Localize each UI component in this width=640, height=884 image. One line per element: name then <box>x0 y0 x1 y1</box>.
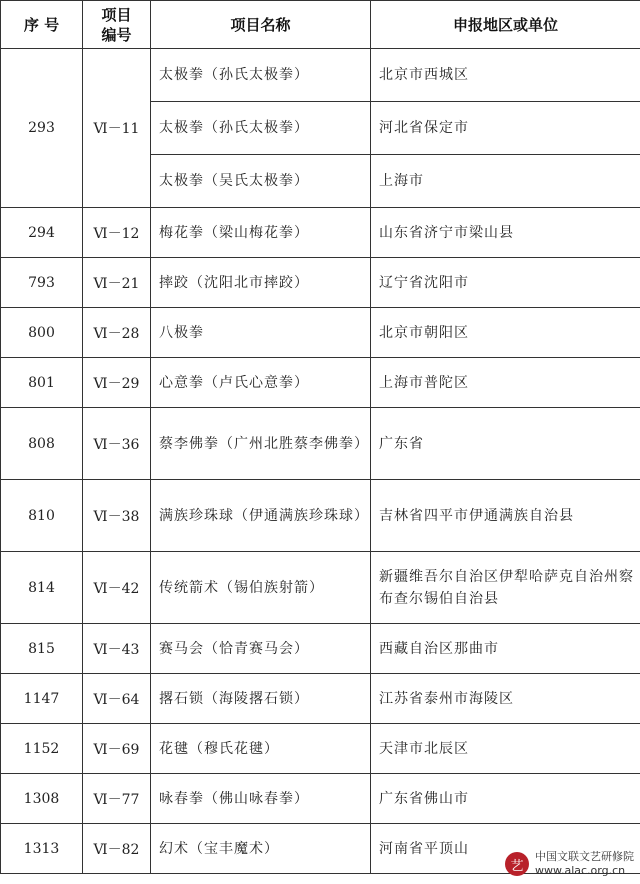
table-row <box>1 408 640 480</box>
header-item-code-line2: 编号 <box>101 25 132 44</box>
region-cell: 河南省平顶山 <box>371 824 640 874</box>
seal-logo-icon: 艺 <box>505 852 529 876</box>
watermark-url: www.alac.org.cn <box>535 864 626 877</box>
region-cell: 天津市北辰区 <box>371 724 640 774</box>
serial-number-cell: 1308 <box>1 774 83 824</box>
serial-number-cell: 293 <box>1 49 83 208</box>
item-code-cell: Ⅵ－28 <box>83 308 151 358</box>
table-row <box>1 674 640 724</box>
region-cell: 上海市 <box>371 155 640 208</box>
header-row <box>1 1 640 49</box>
region-cell: 河北省保定市 <box>371 102 640 155</box>
header-serial-number: 序 号 <box>1 1 83 49</box>
serial-number-cell: 1152 <box>1 724 83 774</box>
serial-number-cell: 800 <box>1 308 83 358</box>
region-cell: 北京市西城区 <box>371 49 640 102</box>
header-item-code <box>83 1 151 49</box>
region-cell: 山东省济宁市梁山县 <box>371 208 640 258</box>
table-row <box>1 358 640 408</box>
serial-number-cell: 1147 <box>1 674 83 724</box>
header-region: 申报地区或单位 <box>371 1 640 49</box>
serial-number-cell: 801 <box>1 358 83 408</box>
item-name-cell: 心意拳（卢氏心意拳） <box>151 358 371 408</box>
header-item-code-line1: 项目 <box>101 5 132 24</box>
serial-number-cell: 294 <box>1 208 83 258</box>
table-row <box>1 258 640 308</box>
region-cell: 新疆维吾尔自治区伊犁哈萨克自治州察布查尔锡伯自治县 <box>371 552 640 624</box>
table-row <box>1 624 640 674</box>
watermark-text <box>535 850 634 878</box>
table-row <box>1 774 640 824</box>
table-row <box>1 724 640 774</box>
region-cell: 江苏省泰州市海陵区 <box>371 674 640 724</box>
region-cell: 广东省 <box>371 408 640 480</box>
item-code-cell: Ⅵ－64 <box>83 674 151 724</box>
item-code-cell: Ⅵ－82 <box>83 824 151 874</box>
item-name-cell: 梅花拳（梁山梅花拳） <box>151 208 371 258</box>
region-cell: 上海市普陀区 <box>371 358 640 408</box>
table-row <box>1 208 640 258</box>
serial-number-cell: 1313 <box>1 824 83 874</box>
item-name-cell: 满族珍珠球（伊通满族珍珠球） <box>151 480 371 552</box>
table-row <box>1 552 640 624</box>
item-name-cell: 八极拳 <box>151 308 371 358</box>
serial-number-cell: 810 <box>1 480 83 552</box>
region-cell: 西藏自治区那曲市 <box>371 624 640 674</box>
item-name-cell: 幻术（宝丰魔术） <box>151 824 371 874</box>
item-code-cell: Ⅵ－21 <box>83 258 151 308</box>
item-code-cell: Ⅵ－12 <box>83 208 151 258</box>
serial-number-cell: 793 <box>1 258 83 308</box>
region-cell: 北京市朝阳区 <box>371 308 640 358</box>
item-name-cell: 花毽（穆氏花毽） <box>151 724 371 774</box>
item-name-cell: 摔跤（沈阳北市摔跤） <box>151 258 371 308</box>
item-code-cell: Ⅵ－43 <box>83 624 151 674</box>
item-name-cell: 传统箭术（锡伯族射箭） <box>151 552 371 624</box>
serial-number-cell: 815 <box>1 624 83 674</box>
watermark <box>505 850 634 878</box>
serial-number-cell: 814 <box>1 552 83 624</box>
region-cell: 辽宁省沈阳市 <box>371 258 640 308</box>
item-code-cell: Ⅵ－42 <box>83 552 151 624</box>
item-code-cell: Ⅵ－11 <box>83 49 151 208</box>
table-row <box>1 308 640 358</box>
watermark-org: 中国文联文艺研修院 <box>535 850 634 863</box>
region-cell: 广东省佛山市 <box>371 774 640 824</box>
item-code-cell: Ⅵ－36 <box>83 408 151 480</box>
item-name-cell: 太极拳（孙氏太极拳） <box>151 102 371 155</box>
item-name-cell: 蔡李佛拳（广州北胜蔡李佛拳） <box>151 408 371 480</box>
item-name-cell: 太极拳（孙氏太极拳） <box>151 49 371 102</box>
table-row <box>1 49 640 102</box>
item-name-cell: 撂石锁（海陵撂石锁） <box>151 674 371 724</box>
item-name-cell: 太极拳（吴氏太极拳） <box>151 155 371 208</box>
item-code-cell: Ⅵ－69 <box>83 724 151 774</box>
item-code-cell: Ⅵ－38 <box>83 480 151 552</box>
region-cell: 吉林省四平市伊通满族自治县 <box>371 480 640 552</box>
item-name-cell: 赛马会（恰青赛马会） <box>151 624 371 674</box>
item-name-cell: 咏春拳（佛山咏春拳） <box>151 774 371 824</box>
item-code-cell: Ⅵ－29 <box>83 358 151 408</box>
item-code-cell: Ⅵ－77 <box>83 774 151 824</box>
header-item-name: 项目名称 <box>151 1 371 49</box>
table-row <box>1 480 640 552</box>
serial-number-cell: 808 <box>1 408 83 480</box>
